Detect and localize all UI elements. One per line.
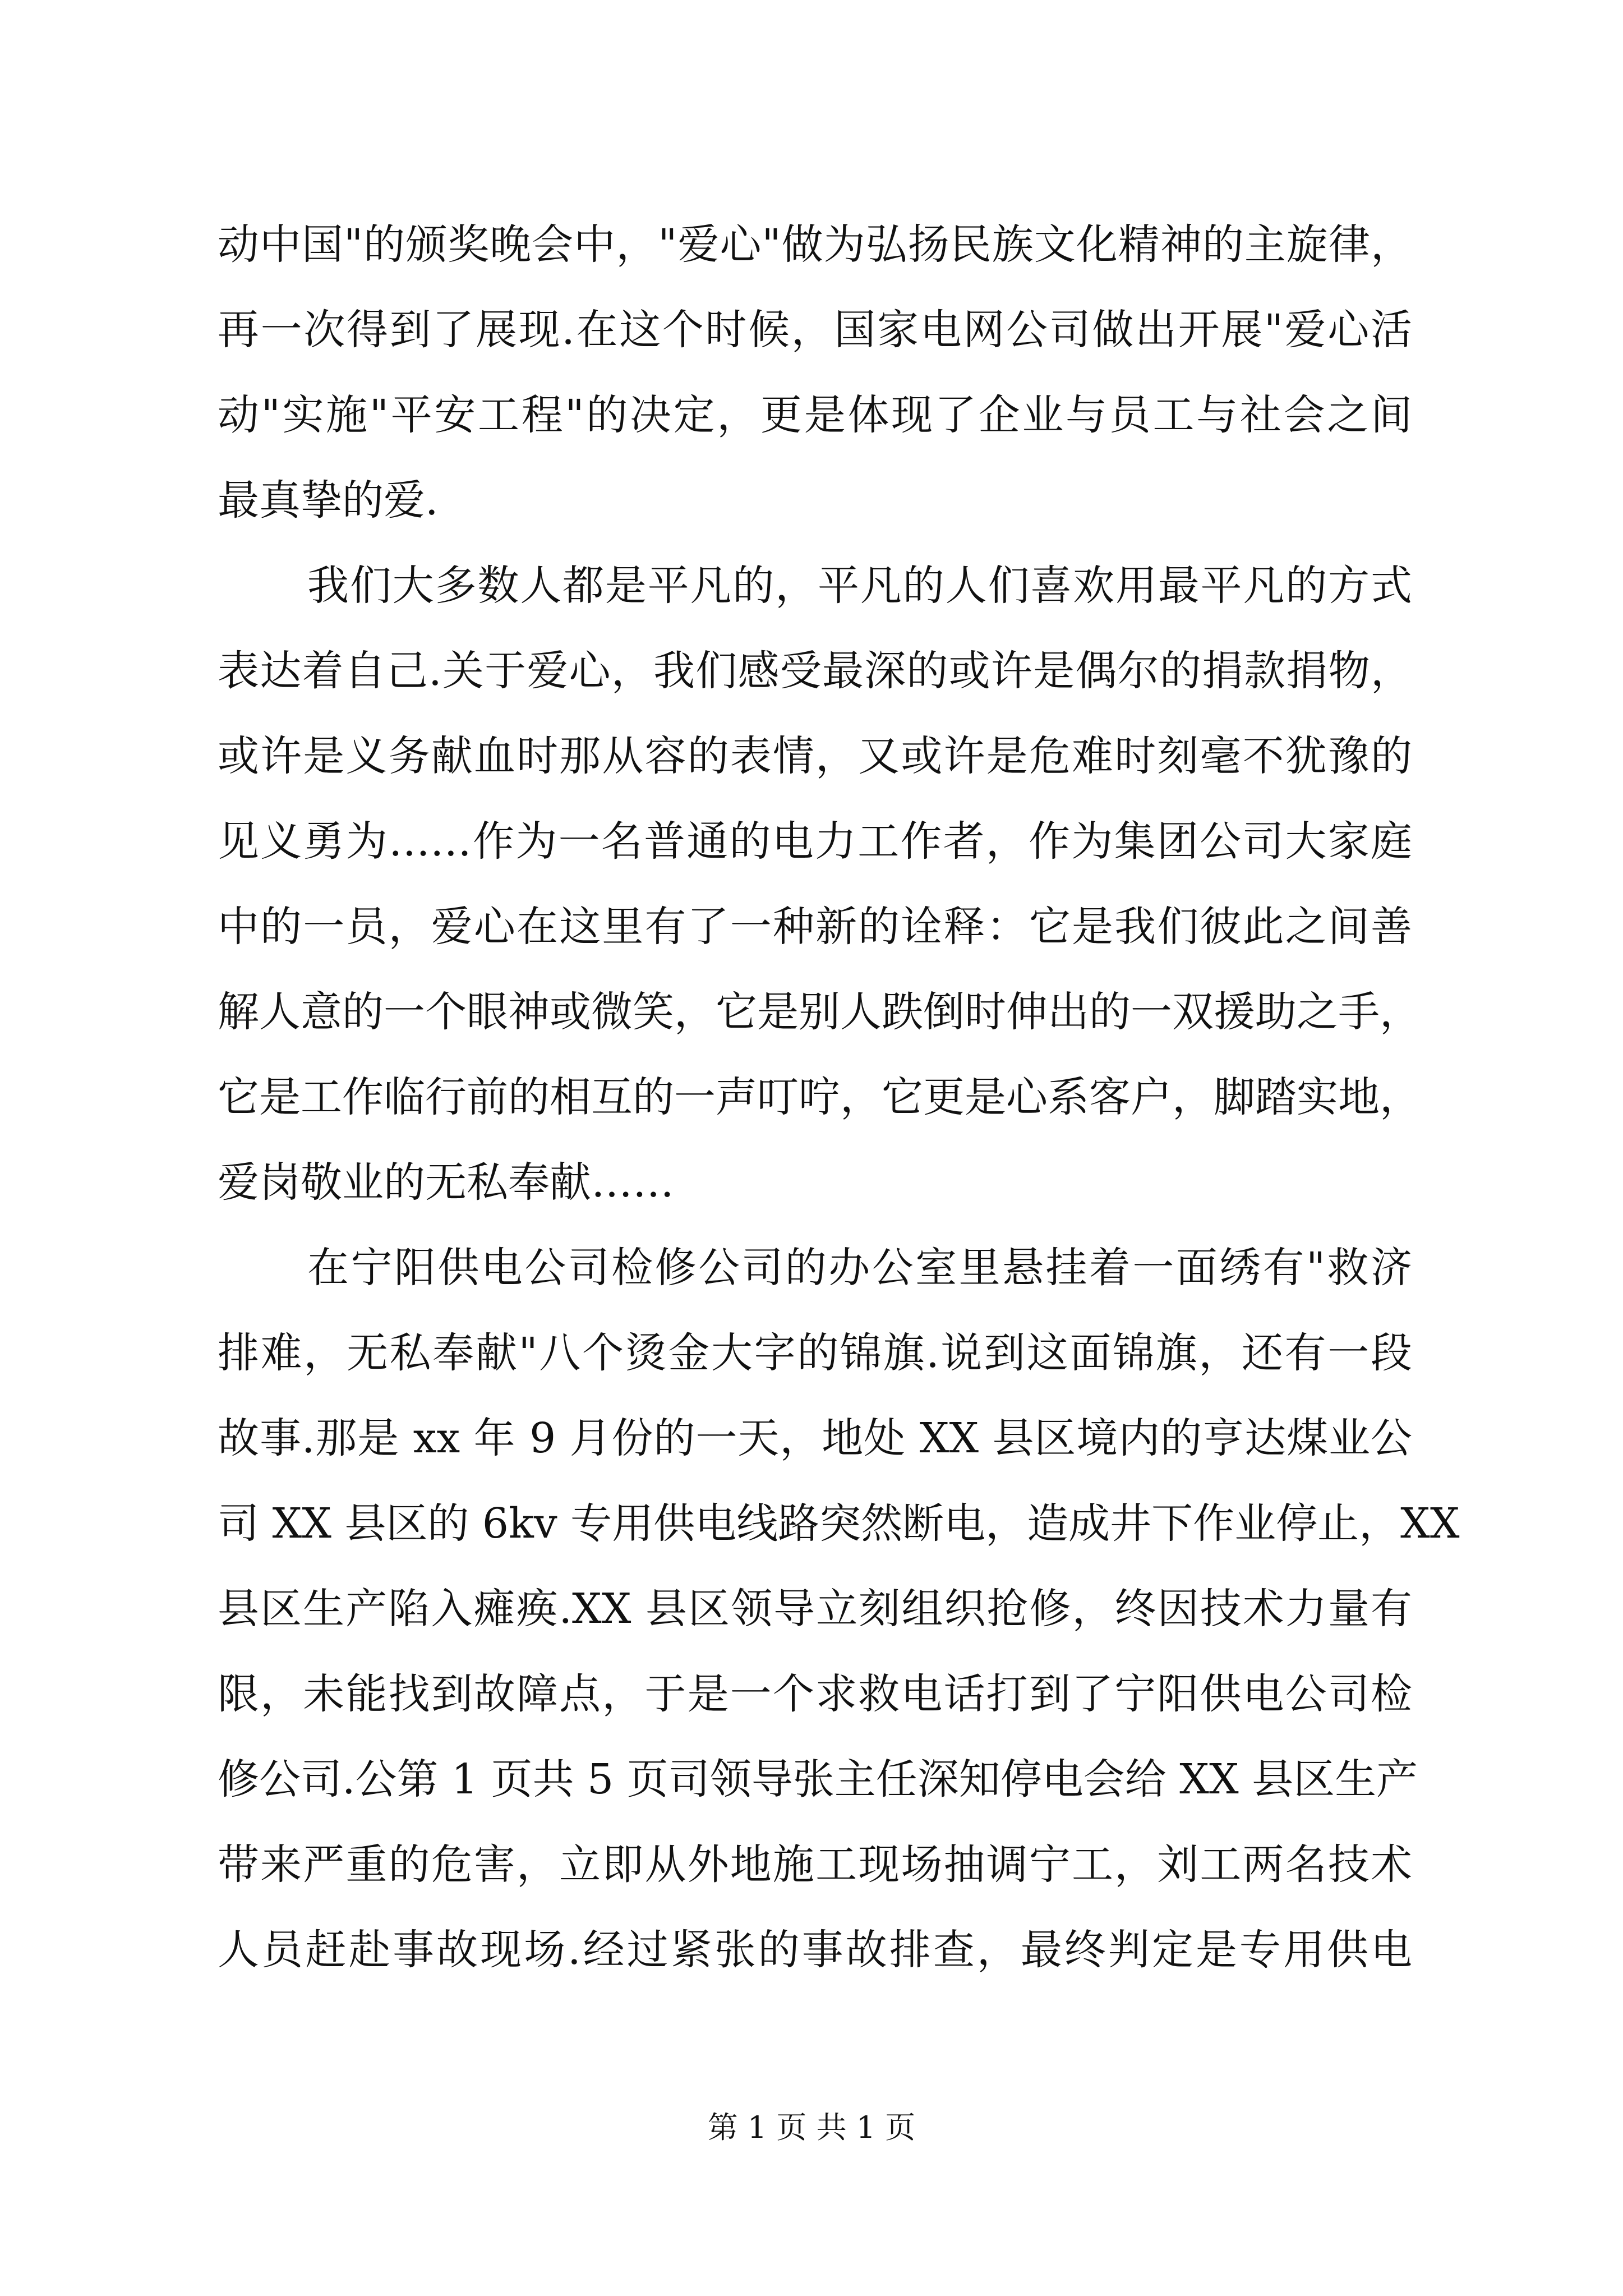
text-line-7: 或许是义务献血时那从容的表情，又或许是危难时刻毫不犹豫的 [218,732,1412,780]
text-line-8: 见义勇为……作为一名普通的电力工作者，作为集团公司大家庭 [218,817,1412,866]
text-line-6: 表达着自己.关于爱心，我们感受最深的或许是偶尔的捐款捐物， [218,647,1412,695]
text-line-10: 解人意的一个眼神或微笑，它是别人跌倒时伸出的一双援助之手， [218,988,1421,1036]
text-line-14: 排难，无私奉献"八个烫金大字的锦旗.说到这面锦旗，还有一段 [218,1329,1412,1377]
text-line-15: 故事.那是 xx 年 9 月份的一天，地处 XX 县区境内的亨达煤业公 [218,1414,1412,1462]
text-line-1: 动中国"的颁奖晚会中，"爱心"做为弘扬民族文化精神的主旋律， [218,220,1412,269]
text-line-19: 修公司.公第 1 页共 5 页司领导张主任深知停电会给 XX 县区生产 [218,1755,1418,1803]
text-line-18: 限，未能找到故障点，于是一个求救电话打到了宁阳供电公司检 [218,1670,1412,1718]
text-line-16: 司 XX 县区的 6kv 专用供电线路突然断电，造成井下作业停止，XX [218,1499,1460,1548]
text-line-5: 我们大多数人都是平凡的，平凡的人们喜欢用最平凡的方式 [307,562,1412,610]
text-line-4: 最真挚的爱. [218,476,439,524]
text-line-13: 在宁阳供电公司检修公司的办公室里悬挂着一面绣有"救济 [307,1244,1412,1292]
text-line-3: 动"实施"平安工程"的决定，更是体现了企业与员工与社会之间 [218,391,1412,439]
text-line-12: 爱岗敬业的无私奉献…… [218,1158,674,1207]
text-line-2: 再一次得到了展现.在这个时候，国家电网公司做出开展"爱心活 [218,306,1412,354]
text-line-20: 带来严重的危害，立即从外地施工现场抽调宁工，刘工两名技术 [218,1841,1412,1889]
text-line-21: 人员赶赴事故现场.经过紧张的事故排查，最终判定是专用供电 [218,1926,1412,1974]
text-line-17: 县区生产陷入瘫痪.XX 县区领导立刻组织抢修，终因技术力量有 [218,1585,1412,1633]
text-line-11: 它是工作临行前的相互的一声叮咛，它更是心系客户，脚踏实地， [218,1073,1421,1121]
document-body [218,202,1460,1993]
text-line-9: 中的一员，爱心在这里有了一种新的诠释：它是我们彼此之间善 [218,903,1412,951]
page-number-footer: 第 1 页 共 1 页 [707,2110,916,2145]
